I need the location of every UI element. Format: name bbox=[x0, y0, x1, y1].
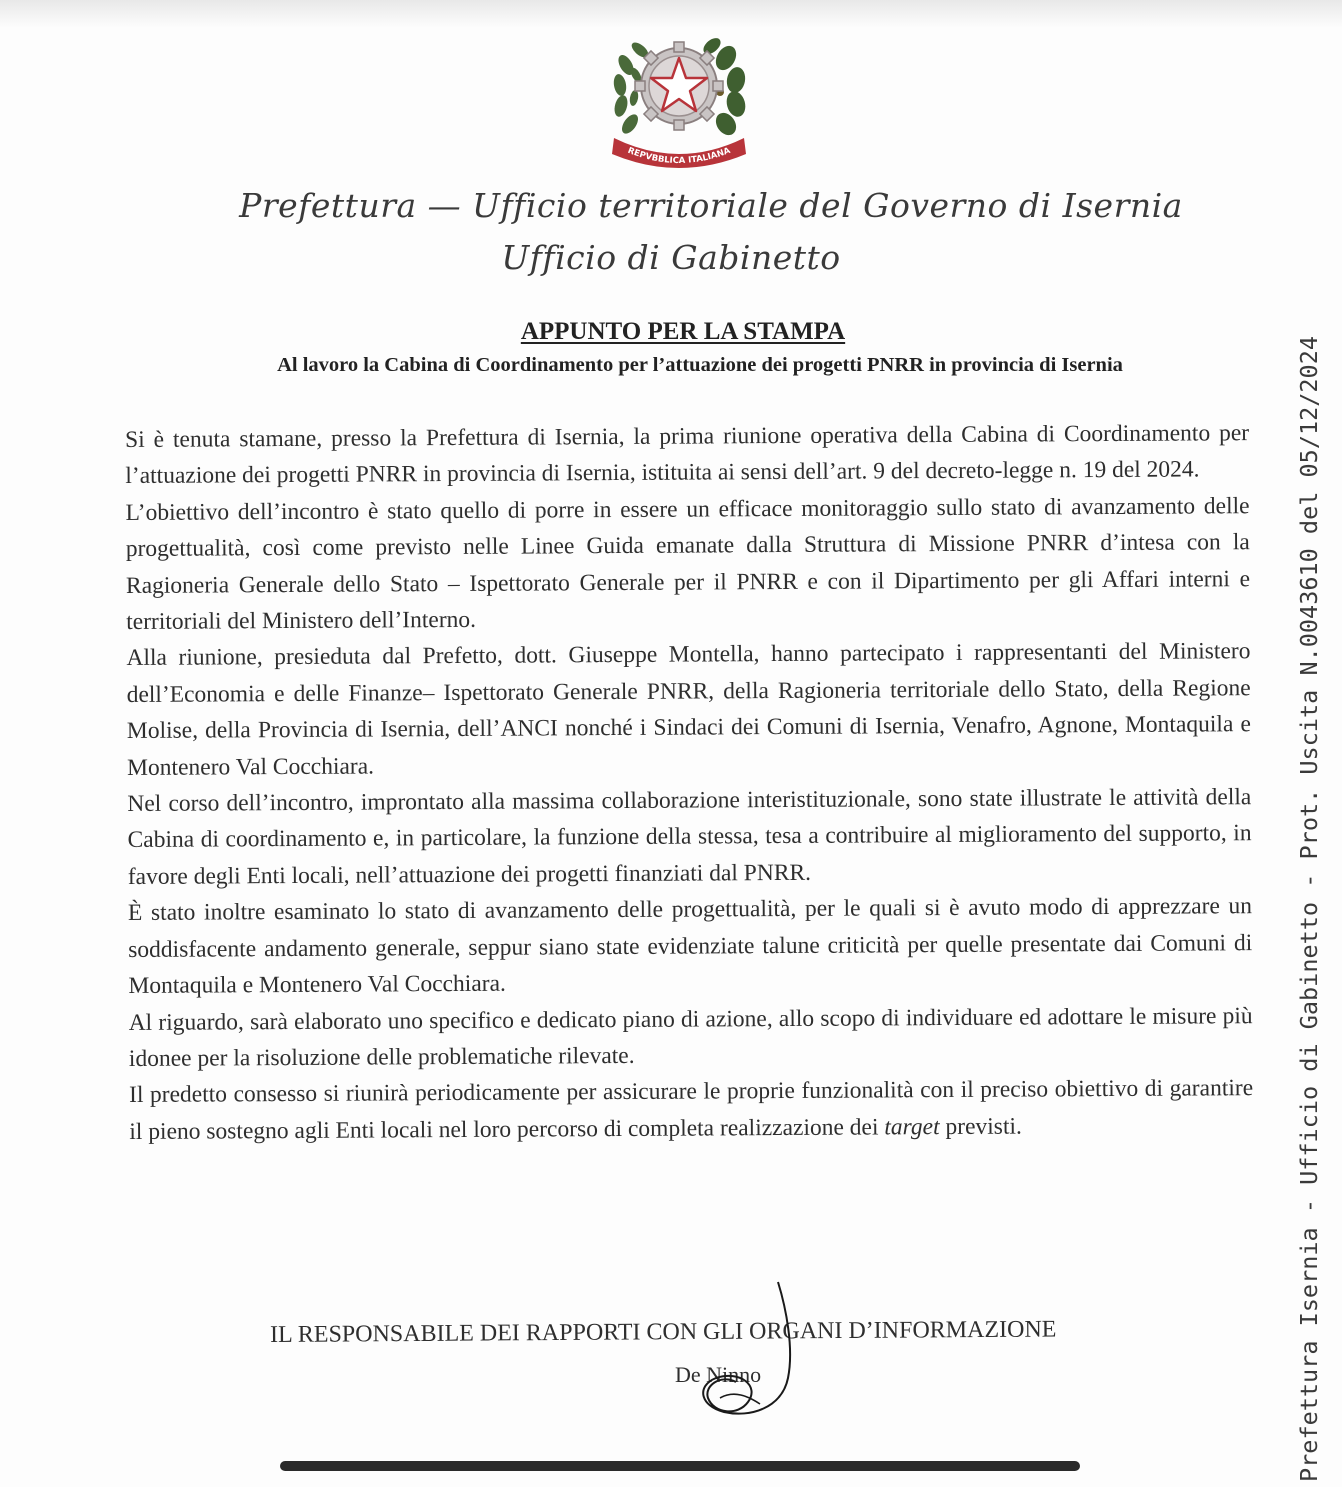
italian-republic-emblem bbox=[608, 20, 750, 170]
document-body bbox=[125, 415, 1253, 1150]
paragraph-last-text: Il predetto consesso si riunirà periodicamente per assicurare le proprie funzionalità con il preciso obiettivo di garantire il pieno sostegno agli Enti locali nel loro percorso di completa realizzazione dei bbox=[129, 1075, 1254, 1145]
paragraph: È stato inoltre esaminato lo stato di avanzamento delle progettualità, per le quali si è avuto modo di apprezzare un soddisfacente andamento generale, seppur siano state evidenziate talune criticità per quelle presentate dai Comuni di Montaquila e Montenero Val Cocchiara. bbox=[127, 893, 1253, 1000]
signature-name: De Ninno bbox=[675, 1362, 762, 1387]
paragraph-last-end: previsti. bbox=[945, 1113, 1022, 1140]
paragraph-last bbox=[129, 1070, 1253, 1150]
signature-title: IL RESPONSABILE DEI RAPPORTI CON GLI ORGANI D’INFORMAZIONE bbox=[270, 1316, 1057, 1348]
protocol-stamp: Prefettura Isernia - Ufficio di Gabinetto - Prot. Uscita N.0043610 del 05/12/2024 bbox=[1295, 335, 1323, 1482]
paragraph: Alla riunione, presieduta dal Prefetto, dott. Giuseppe Montella, hanno partecipato i rappresentanti del Ministero dell’Economia e delle Finanze– Ispettorato Generale PNRR, della Ragioneria territoriale dello Stato, della Regione Molise, della Provincia di Isernia, dell’ANCI nonché i Sindaci dei Comuni di Isernia, Venafro, Agnone, Montaquila e Montenero Val Cocchiara. bbox=[126, 638, 1251, 781]
header-prefettura: Prefettura — Ufficio territoriale del Governo di Isernia bbox=[239, 186, 1183, 225]
paragraph: L’obiettivo dell’incontro è stato quello di porre in essere un efficace monitoraggio sullo stato di avanzamento delle progettualità, così come previsto nelle Linee Guida emanate dalla Struttura di Missione PNRR d’intesa con la Ragioneria Generale dello Stato – Ispettorato Generale per il PNRR e con il Dipartimento per gli Affari interni e territoriali del Ministero dell’Interno. bbox=[125, 492, 1251, 636]
document-subtitle: Al lavoro la Cabina di Coordinamento per l’attuazione dei progetti PNRR in provincia di Isernia bbox=[277, 354, 1123, 376]
home-indicator-bar[interactable] bbox=[280, 1461, 1080, 1471]
header-ufficio-gabinetto: Ufficio di Gabinetto bbox=[501, 238, 841, 277]
document-title: APPUNTO PER LA STAMPA bbox=[520, 318, 846, 345]
paragraph: Si è tenuta stamane, presso la Prefettura di Isernia, la prima riunione operativa della Cabina di Coordinamento per l’attuazione dei progetti PNRR in provincia di Isernia, istituita ai sensi dell’art. 9 del decreto-legge n. 19 del 2024. bbox=[125, 420, 1250, 490]
paragraph: Nel corso dell’incontro, improntato alla massima collaborazione interistituzionale, sono state illustrate le attività della Cabina di coordinamento e, in particolare, la funzione della stessa, tesa a contribuire al miglioramento del supporto, in favore degli Enti locali, nell’attuazione dei progetti finanziati dal PNRR. bbox=[127, 784, 1252, 890]
handwritten-signature bbox=[690, 1278, 820, 1428]
emblem-ribbon-text: REPVBBLICA ITALIANA bbox=[626, 145, 732, 167]
italic-target: target bbox=[884, 1113, 940, 1141]
paragraph: Al riguardo, sarà elaborato uno specifico e dedicato piano di azione, allo scopo di individuare ed adottare le misure più idonee per la risoluzione delle problematiche rilevate. bbox=[128, 1002, 1253, 1072]
